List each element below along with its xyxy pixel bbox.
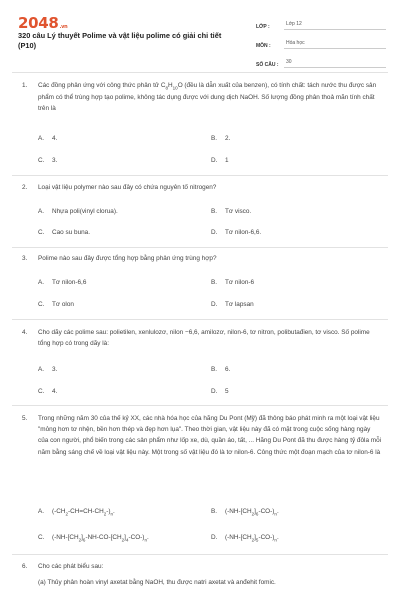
question-3 [22, 253, 382, 264]
divider [12, 554, 388, 555]
meta-count-value: 30 [284, 59, 386, 68]
meta-count-row [256, 54, 386, 68]
meta-subject-label: MÔN : [256, 43, 271, 49]
q3-option-d[interactable]: D. Tơ lapsan [211, 301, 254, 308]
meta-class-row [256, 16, 386, 30]
q1-option-d[interactable]: D. 1 [211, 157, 229, 164]
question-number: 6. [22, 563, 28, 570]
document-meta [256, 16, 386, 73]
q3-option-b[interactable]: B. Tơ nilon-6 [211, 279, 255, 286]
q2-option-d[interactable]: D. Tơ nilon-6,6. [211, 229, 262, 236]
question-number: 3. [22, 255, 28, 262]
question-number: 1. [22, 82, 28, 89]
question-1 [22, 80, 382, 115]
statement-a: (a) Thủy phân hoàn vinyl axetat bằng NaOH, thu được natri axetat và anđehit fomic. [38, 579, 276, 587]
q5-option-d[interactable]: D. $(-NH-[CH_2]_5-CO-)_n$. [211, 534, 279, 543]
q1-option-b[interactable]: B. 2. [211, 135, 231, 142]
q3-option-a[interactable]: A. Tơ nilon-6,6 [38, 279, 87, 286]
q5-option-b[interactable]: B. $(-NH-[CH_2]_6-CO-)_n$. [211, 508, 279, 517]
question-number: 4. [22, 329, 28, 336]
meta-class-label: LỚP : [256, 24, 270, 30]
question-4 [22, 327, 382, 349]
question-text: Cho dãy các polime sau: polietilen, xenlulozơ, nilon −6,6, amilozơ, nilon-6, tơ nitron, polibutađien, tơ visco. Số polime tổng hợp có trong dãy là: [38, 329, 370, 348]
document-title: 320 câu Lý thuyết Polime và vật liệu polime có giải chi tiết (P10) [18, 31, 222, 50]
site-logo[interactable]: 2048.vn [18, 14, 68, 32]
page-header [0, 0, 400, 68]
q4-option-a[interactable]: A. 3. [38, 366, 58, 373]
q4-option-c[interactable]: C. 4. [38, 388, 58, 395]
q5-option-c[interactable]: C. $(-NH-[CH_2]_6-NH-CO-[CH_2]_4-CO-)_n$. [38, 534, 149, 543]
divider [12, 405, 388, 406]
q2-option-c[interactable]: C. Cao su buna. [38, 229, 91, 236]
question-6 [22, 561, 382, 588]
q4-option-b[interactable]: B. 6. [211, 366, 231, 373]
question-2 [22, 182, 382, 193]
question-number: 2. [22, 184, 28, 191]
meta-count-label: SỐ CÂU : [256, 62, 279, 68]
question-5 [22, 413, 382, 458]
question-text: Các đồng phân ứng với công thức phân tử $C_8H_{10}O$ (đều là dẫn xuất của benzen), có tính chất: tách nước thu được sản phẩm có thể trùng hợp tạo polime, không tác dụng được với dung dịch NaOH. Số lượng đồng phân thoả mãn tính chất trên là [38, 82, 377, 113]
divider [12, 72, 388, 73]
q1-option-c[interactable]: C. 3. [38, 157, 58, 164]
divider [12, 247, 388, 248]
meta-subject-row [256, 35, 386, 49]
meta-class-value: Lớp 12 [284, 21, 386, 30]
meta-subject-value: Hóa học [284, 40, 386, 49]
q2-option-b[interactable]: B. Tơ visco. [211, 208, 252, 215]
question-text: Cho các phát biểu sau: [38, 563, 104, 570]
question-text: Loại vật liệu polymer nào sau đây có chứa nguyên tố nitrogen? [38, 184, 217, 191]
divider [12, 319, 388, 320]
q1-option-a[interactable]: A. 4. [38, 135, 58, 142]
question-text: Polime nào sau đây được tổng hợp bằng phản ứng trùng hợp? [38, 255, 217, 262]
q2-option-a[interactable]: A. Nhựa poli(vinyl clorua). [38, 208, 118, 215]
question-text: Trong những năm 30 của thế kỷ XX, các nhà hóa học của hãng Du Pont (Mỹ) đã thông báo phát minh ra một loại vật liệu "mỏng hơn tơ nhện, bền hơn thép và đẹp hơn lụa". Theo thời gian, vật liệu này đã có mặt trong cuộc sống hàng ngày của con người, phổ biến trong các sản phẩm như lốp xe, dù, quần áo, tất, ... Hãng Du Pont đã thu được hàng tỷ đôla mỗi năm bằng sáng chế về loại vật liệu này. Một trong số vật liệu đó là tơ nilon-6. Công thức một đoạn mạch của tơ nilon-6 là [38, 415, 382, 456]
q4-option-d[interactable]: D. 5 [211, 388, 229, 395]
question-number: 5. [22, 415, 28, 422]
divider [12, 175, 388, 176]
q3-option-c[interactable]: C. Tơ olon [38, 301, 74, 308]
q5-option-a[interactable]: A. $(-CH_2-CH=CH-CH_2-)_n$. [38, 508, 115, 517]
